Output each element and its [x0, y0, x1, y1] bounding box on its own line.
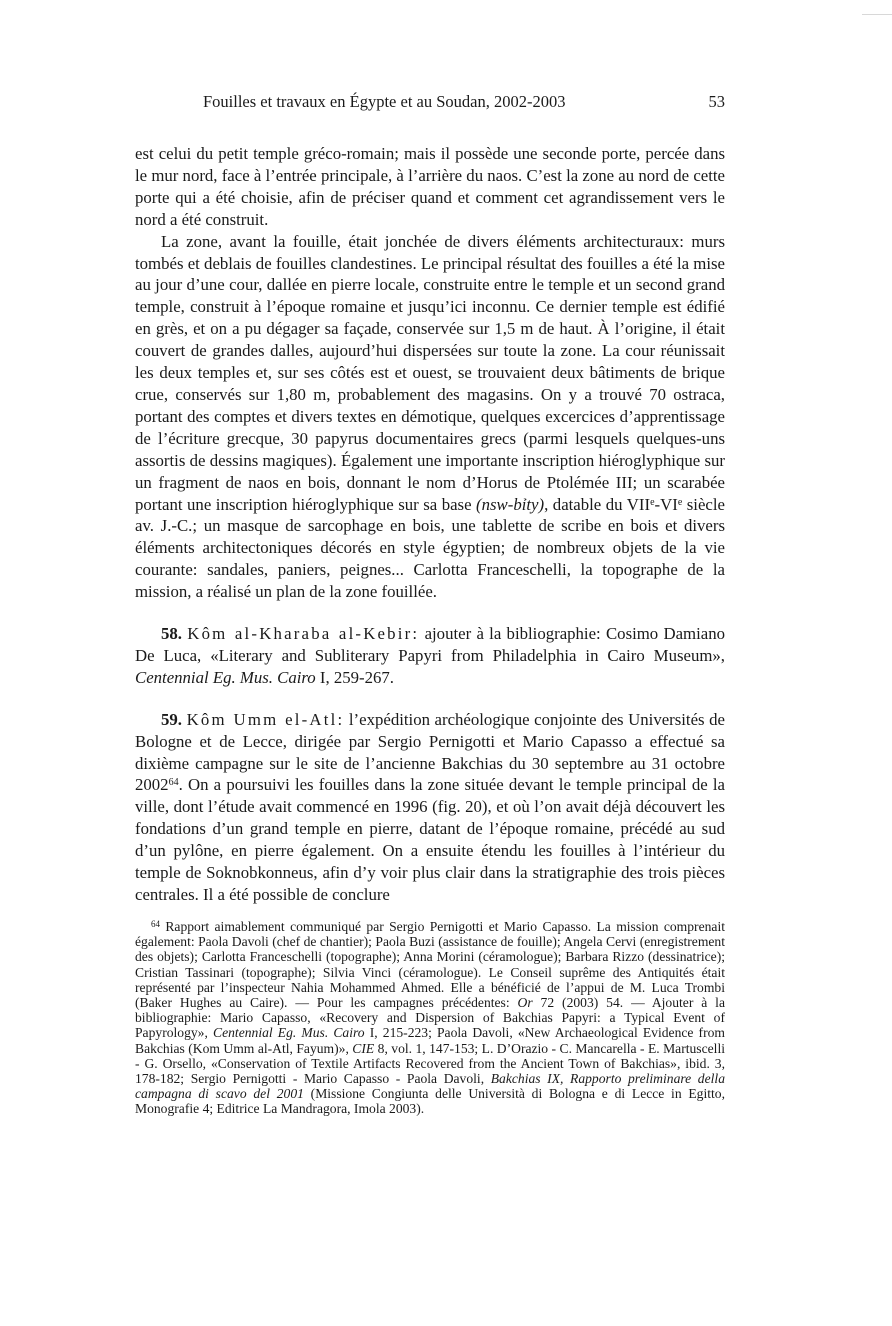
paragraph-excavation: [135, 231, 725, 603]
superscript: e: [650, 496, 655, 508]
book-title: Bakchias IX, Rapporto preliminare della campagna di scavo del 2001: [135, 1071, 725, 1102]
paragraph-text: ajouter à la bibliographie: Cosimo Damiano De Luca, «Literary and Subliterary Papyri from Philadelphia in Cairo Museum»,: [135, 624, 725, 665]
journal-title: Centennial Eg. Mus. Cairo: [135, 667, 316, 687]
footnote-64: [135, 919, 725, 1117]
site-name: Kôm al-Kharaba al-Kebir:: [187, 624, 420, 644]
paragraph-text: -VI: [654, 494, 678, 514]
section-number: 58.: [161, 624, 182, 644]
egyptian-term: (nsw-bỉty): [476, 494, 545, 514]
paragraph-text: est celui du petit temple gréco-romain; mais il possède une seconde porte, percée dans le mur nord, face à l’entrée principale, à l’arrière du naos. C’est la zone au nord de cette porte qui a été choisie, afin de préciser quand et comment cet agrandissement vers le nord a été construit.: [135, 144, 725, 229]
paragraph-text: siècle av. J.-C.; un masque de sarcophage en bois, une tablette de scribe en bois et divers éléments architectoniques décorés en style égyptien; de nombreux objets de la vie courante: sandales, paniers, peignes... Carlotta Franceschelli, la topographe de la mission, a réalisé un plan de la zone fouillée.: [135, 494, 725, 602]
paragraph-continuation: [135, 143, 725, 231]
section-number: 59.: [161, 709, 182, 729]
scan-edge-mark: [862, 0, 892, 15]
section-59: [135, 709, 725, 906]
footnote-text: [135, 919, 725, 1117]
footnote-segment: 8, vol. 1, 147-153; L. D’Orazio - C. Mancarella - E. Martuscelli - G. Orsello, «Conservation of Textile Artifacts Recovered from the Ancient Town of Bakchias», ibid. 3, 178-182; Sergio Pernigotti - Mario Capasso - Paola Davoli,: [135, 1040, 725, 1087]
footnote-reference[interactable]: 64: [168, 777, 179, 789]
superscript: e: [677, 496, 683, 508]
page-number: 53: [708, 92, 725, 111]
footnote-segment: Rapport aimablement communiqué par Sergio Pernigotti et Mario Capasso. La mission comprenait également: Paola Davoli (chef de chantier); Paola Buzi (assistance de fouille); Angela Cervi (enregistrement des objets); Carlotta Franceschelli (topographe); Anna Morini (céramologue); Barbara Rizzo (dessinatrice); Cristian Tassinari (topographe); Silvia Vinci (céramologue). Le Conseil suprême des Antiquités était représenté par l’inspecteur Nahia Mohammed Ahmed. Elle a bénéficié de l’appui de M. Luca Trombi (Baker Hughes au Caire). — Pour les campagnes précédentes:: [135, 919, 725, 1011]
paragraph-text: La zone, avant la fouille, était jonchée de divers éléments architecturaux: murs tombés et deblais de fouilles clandestines. Le principal résultat des fouilles a été la mise au jour d’une cour, dallée en pierre locale, construite entre le temple et un second grand temple, construit à l’époque romaine et jusqu’ici inconnu. Ce dernier temple est édifié en grès, et on a pu dégager sa façade, conservée sur 1,5 m de haut. À l’origine, il était couvert de grandes dalles, aujourd’hui dispersées sur toute la zone. La cour réunissait les deux temples et, sur ses côtés est et ouest, se trouvaient deux bâtiments de brique crue, conservés sur 1,80 m, probablement des magasins. On y a trouvé 70 ostraca, portant des comptes et divers textes en démotique, quelques excercices d’apprentissage de l’écriture grecque, 30 papyrus documentaires grecs (parmi lesquels quelques-uns assortis de dessins magiques). Également une importante inscription hiéroglyphique sur un fragment de naos en bois, donnant le nom d’Horus de Ptolémée III; un scarabée portant une inscription hiéroglyphique sur sa base: [135, 231, 725, 514]
body-text: [135, 143, 725, 906]
footnote-mark: 64: [151, 919, 160, 929]
paragraph-text: I, 259-267.: [315, 667, 395, 687]
journal-title: Or: [517, 995, 533, 1011]
footnote-segment: I, 215-223; Paola Davoli, «New Archaeological Evidence from Bakchias (Kom Umm al-Atl, Fayum)»,: [135, 1025, 725, 1056]
journal-title: Centennial Eg. Mus. Cairo: [213, 1025, 365, 1041]
paragraph-text: , datable du VII: [544, 494, 651, 514]
footnote-segment: 72 (2003) 54. — Ajouter à la bibliographie: Mario Capasso, «Recovery and Dispersion of Bakchias Papyri: a Typical Event of Papyrology»,: [135, 995, 725, 1041]
running-title: Fouilles et travaux en Égypte et au Soudan, 2002-2003: [203, 92, 566, 111]
paragraph-text: . On a poursuivi les fouilles dans la zone située devant le temple principal de la ville, dont l’étude avait commencé en 1996 (fig. 20), et où l’on avait déjà découvert les fondations d’un grand temple en pierre, datant de l’époque romaine, précédé au sud d’un pylône, en pierre également. On a ensuite étendu les fouilles à l’intérieur du temple de Soknobkonneus, afin d’y voir plus clair dans la stratigraphie des trois pièces centrales. Il a été possible de conclure: [135, 775, 725, 904]
section-58: [135, 623, 725, 689]
journal-title: CIE: [352, 1040, 375, 1056]
paragraph-text: l’expédition archéologique conjointe des Universités de Bologne et de Lecce, dirigée par Sergio Pernigotti et Mario Capasso a effectué sa dixième campagne sur le site de l’ancienne Bakchias du 30 septembre au 31 octobre 2002: [135, 709, 725, 795]
site-name: Kôm Umm el-Atl:: [186, 709, 345, 729]
footnote-segment: (Missione Congiunta delle Università di Bologna e di Lecce in Egitto, Monografie 4; Editrice La Mandragora, Imola 2003).: [135, 1086, 726, 1117]
